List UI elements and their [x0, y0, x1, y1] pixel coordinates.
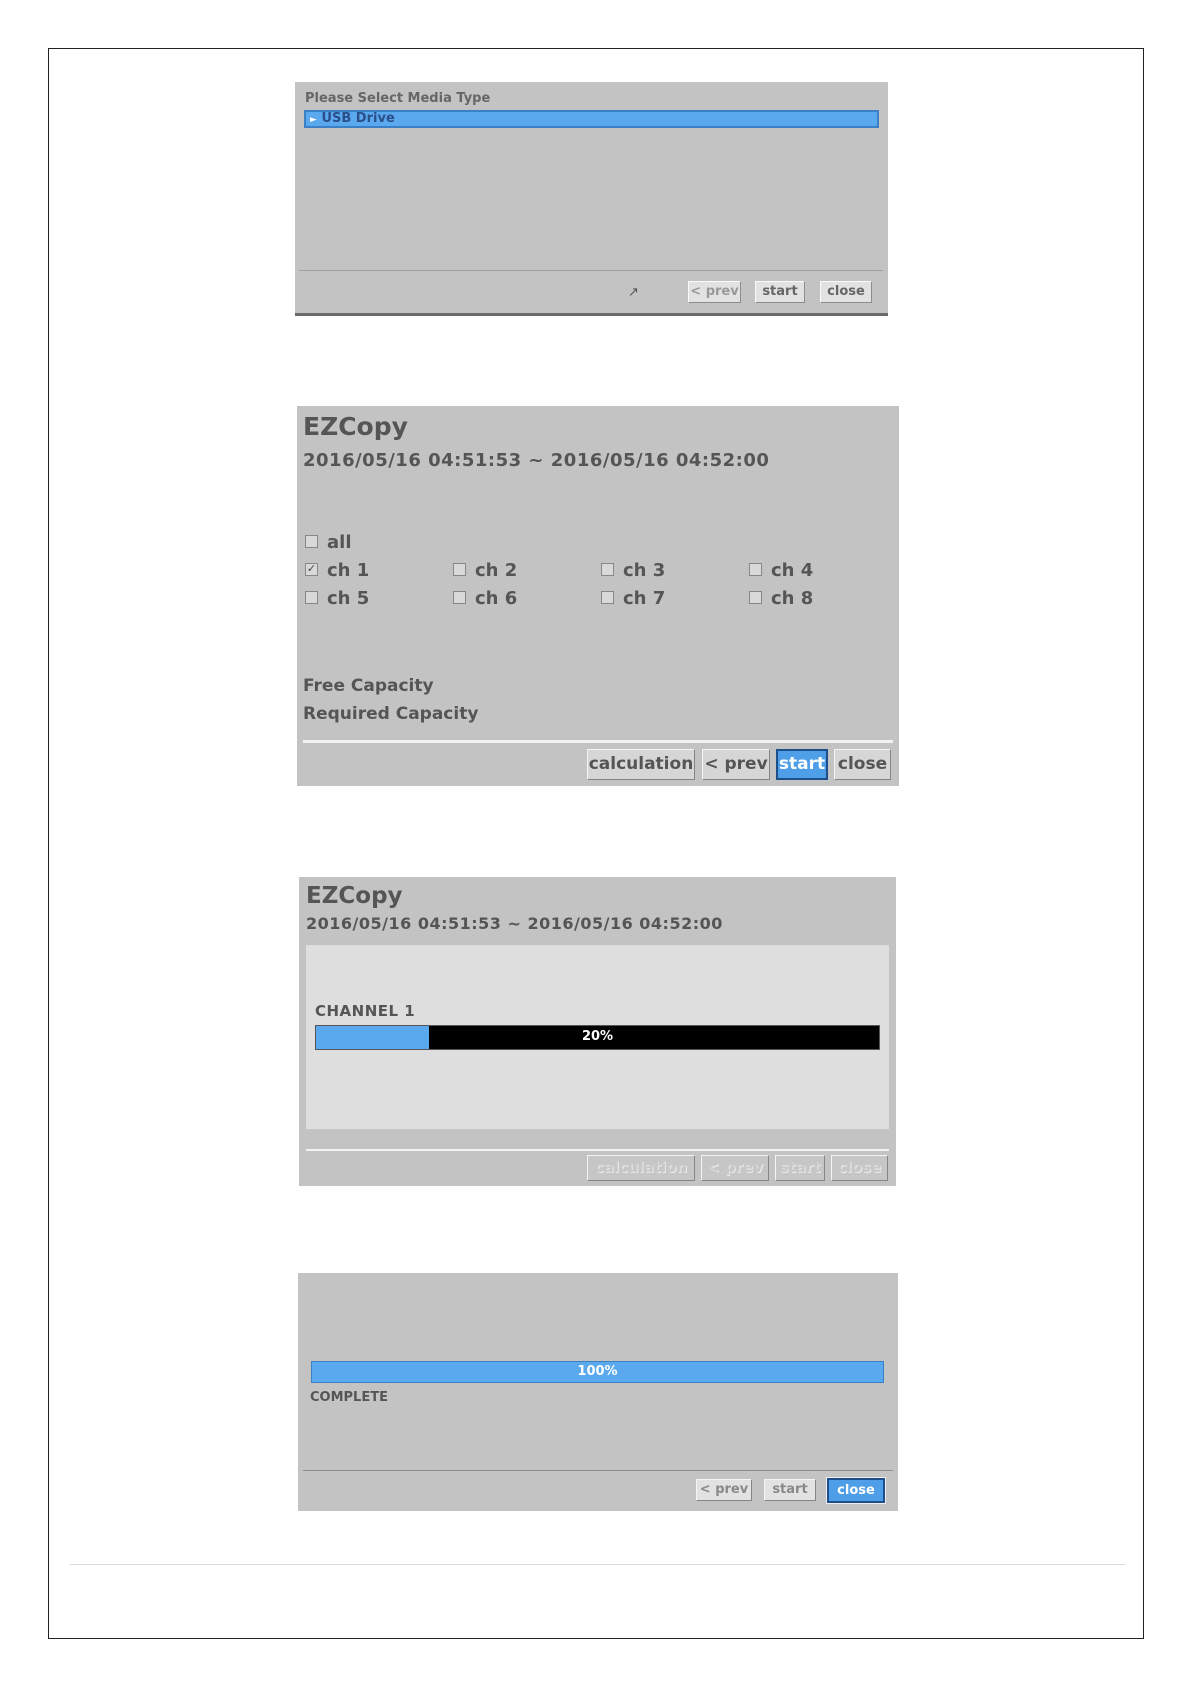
channel-checkbox-1[interactable]	[305, 560, 369, 581]
calculation-button[interactable]: calculation	[587, 749, 695, 780]
checkbox-label: ch 2	[475, 560, 518, 581]
checkbox-label: ch 7	[623, 588, 666, 609]
checkbox-label: ch 6	[475, 588, 518, 609]
ezcopy-select-dialog	[297, 406, 899, 786]
start-button[interactable]: start	[776, 749, 828, 780]
checkbox-icon	[453, 563, 466, 576]
media-type-dialog	[295, 82, 888, 316]
time-range: 2016/05/16 04:51:53 ~ 2016/05/16 04:52:00	[303, 450, 770, 471]
divider	[306, 1149, 889, 1151]
close-button[interactable]: close	[820, 281, 872, 303]
prev-button[interactable]: < prev	[688, 281, 741, 303]
checkbox-icon	[601, 563, 614, 576]
media-type-header: Please Select Media Type	[305, 91, 491, 106]
progress-area	[306, 945, 889, 1129]
channel-checkbox-7[interactable]	[601, 588, 665, 609]
channel-checkbox-6[interactable]	[453, 588, 517, 609]
start-button[interactable]: start	[755, 281, 805, 303]
checkbox-checked-icon: ✓	[306, 561, 317, 575]
mouse-cursor-icon: ↗	[628, 285, 639, 300]
start-button[interactable]: start	[775, 1155, 825, 1181]
prev-button[interactable]: < prev	[701, 1155, 769, 1181]
arrow-right-icon: ►	[310, 115, 317, 125]
progress-bar	[315, 1025, 880, 1050]
divider	[299, 270, 883, 271]
channel-checkbox-4[interactable]	[749, 560, 813, 581]
checkbox-icon	[749, 591, 762, 604]
channel-checkbox-5[interactable]	[305, 588, 369, 609]
prev-button[interactable]: < prev	[696, 1479, 752, 1501]
progress-percent: 100%	[577, 1364, 618, 1379]
calculation-button[interactable]: calculation	[587, 1155, 695, 1181]
ezcopy-progress-dialog	[299, 877, 896, 1186]
checkbox-icon	[601, 591, 614, 604]
checkbox-icon	[305, 591, 318, 604]
close-button[interactable]: close	[827, 1478, 885, 1503]
dialog-title: EZCopy	[306, 883, 403, 909]
complete-dialog	[298, 1273, 898, 1511]
checkbox-label: ch 3	[623, 560, 666, 581]
progress-percent: 20%	[581, 1029, 614, 1044]
checkbox-icon	[749, 563, 762, 576]
free-capacity-label: Free Capacity	[303, 676, 434, 696]
footer-divider	[70, 1564, 1126, 1565]
channel-checkbox-3[interactable]	[601, 560, 665, 581]
channel-checkbox-8[interactable]	[749, 588, 813, 609]
media-option-usb-drive[interactable]	[304, 110, 879, 128]
required-capacity-label: Required Capacity	[303, 704, 479, 724]
checkbox-icon	[305, 535, 318, 548]
prev-button[interactable]: < prev	[702, 749, 770, 780]
checkbox-label: ch 5	[327, 588, 370, 609]
start-button[interactable]: start	[764, 1479, 816, 1501]
status-text: COMPLETE	[310, 1390, 388, 1405]
all-checkbox[interactable]	[305, 532, 352, 553]
checkbox-label: ch 1	[327, 560, 370, 581]
media-option-label: USB Drive	[321, 111, 395, 126]
channel-label: CHANNEL 1	[315, 1002, 416, 1020]
checkbox-icon	[453, 591, 466, 604]
dialog-title: EZCopy	[303, 412, 408, 441]
divider	[303, 1470, 893, 1471]
checkbox-label: ch 4	[771, 560, 814, 581]
time-range: 2016/05/16 04:51:53 ~ 2016/05/16 04:52:00	[306, 914, 723, 933]
checkbox-label: all	[327, 532, 352, 553]
close-button[interactable]: close	[831, 1155, 888, 1181]
close-button[interactable]: close	[834, 749, 891, 780]
checkbox-label: ch 8	[771, 588, 814, 609]
progress-bar	[311, 1361, 884, 1383]
channel-checkbox-2[interactable]	[453, 560, 517, 581]
divider	[303, 740, 893, 743]
